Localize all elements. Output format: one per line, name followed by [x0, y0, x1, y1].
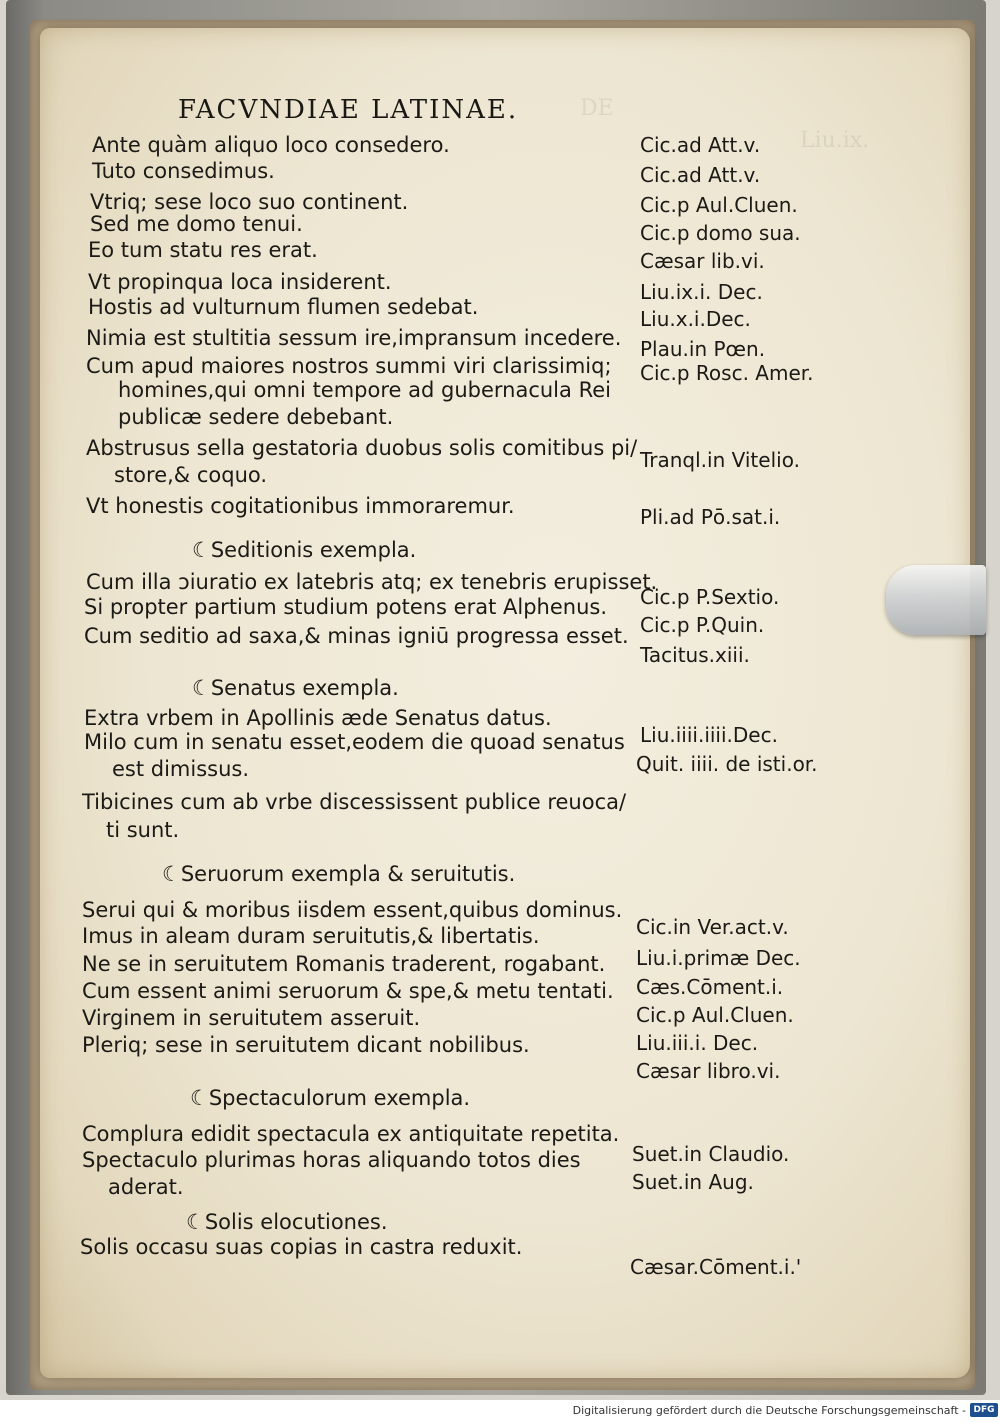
funding-notice: Digitalisierung gefördert durch die Deutsche Forschungsgemeinschaft - [572, 1404, 966, 1417]
section-heading: ☾Seruorum exempla & seruitutis. [162, 862, 516, 886]
citation: Cic.ad Att.v. [640, 163, 761, 187]
text-line: Ne se in seruitutem Romanis traderent, rogabant. [82, 952, 606, 976]
citation: Cæsar lib.vi. [640, 249, 765, 273]
citation: Cæsar libro.vi. [636, 1059, 781, 1083]
citation: Cic.p P.Quin. [640, 613, 765, 637]
text-line: Serui qui & moribus iisdem essent,quibus dominus. [82, 898, 623, 922]
text-line: Pleriq; sese in seruitutem dicant nobilibus. [82, 1033, 530, 1057]
text-line: Spectaculo plurimas horas aliquando totos dies [82, 1148, 581, 1172]
citation: Liu.i.primæ Dec. [636, 946, 801, 970]
citation: Liu.iii.i. Dec. [636, 1031, 759, 1055]
text-line: Cum illa ɔiuratio ex latebris atq; ex tenebris erupisset. [86, 570, 658, 594]
text-line: est dimissus. [112, 757, 250, 781]
text-line: publicæ sedere debebant. [118, 405, 394, 429]
text-line: Milo cum in senatu esset,eodem die quoad senatus [84, 730, 625, 754]
citation: Tranql.in Vitelio. [640, 448, 800, 472]
citation: Cæs.Cōment.i. [636, 975, 784, 999]
text-line: Vt propinqua loca insiderent. [88, 270, 392, 294]
text-line: Tuto consedimus. [92, 159, 275, 183]
citation: Suet.in Claudio. [632, 1142, 790, 1166]
footer-bar [0, 1400, 1000, 1422]
text-line: Tibicines cum ab vrbe discessissent publice reuoca/ [82, 790, 627, 814]
text-line: Eo tum statu res erat. [88, 238, 318, 262]
section-heading: ☾Spectaculorum exempla. [190, 1086, 471, 1110]
text-line: Hostis ad vulturnum flumen sedebat. [88, 295, 479, 319]
citation: Cic.ad Att.v. [640, 133, 761, 157]
citation: Pli.ad Pō.sat.i. [640, 505, 781, 529]
citation: Cic.p Aul.Cluen. [636, 1003, 794, 1027]
text-line: ti sunt. [106, 818, 180, 842]
page-clip [886, 565, 986, 635]
text-line: homines,qui omni tempore ad gubernacula Rei [118, 378, 611, 402]
section-heading: ☾Solis elocutiones. [186, 1210, 388, 1234]
text-line: Nimia est stultitia sessum ire,impransum incedere. [86, 326, 622, 350]
text-line: store,& coquo. [114, 463, 268, 487]
citation: Cic.p domo sua. [640, 221, 801, 245]
dfg-logo: DFG [970, 1403, 998, 1417]
text-line: Si propter partium studium potens erat Alphenus. [84, 595, 608, 619]
text-line: aderat. [108, 1175, 184, 1199]
citation: Liu.x.i.Dec. [640, 307, 751, 331]
text-line: Vt honestis cogitationibus immoraremur. [86, 494, 515, 518]
citation: Suet.in Aug. [632, 1170, 754, 1194]
section-heading: ☾Senatus exempla. [192, 676, 399, 700]
citation: Liu.ix.i. Dec. [640, 280, 763, 304]
text-line: Sed me domo tenui. [90, 212, 303, 236]
text-line: Ante quàm aliquo loco consedero. [92, 133, 450, 157]
bleed-through: Liu.ix. [800, 128, 870, 153]
text-line: Cum apud maiores nostros summi viri clarissimiq; [86, 354, 612, 378]
text-line: Vtriq; sese loco suo continent. [90, 190, 409, 214]
text-line: Solis occasu suas copias in castra reduxit. [80, 1235, 523, 1259]
text-line: Imus in aleam duram seruitutis,& libertatis. [82, 924, 540, 948]
citation: Cic.p P.Sextio. [640, 585, 780, 609]
bleed-through: DE [580, 96, 614, 121]
citation: Cic.p Aul.Cluen. [640, 193, 798, 217]
citation: Plau.in Pœn. [640, 337, 766, 361]
citation: Cic.in Ver.act.v. [636, 915, 789, 939]
section-heading: ☾Seditionis exempla. [192, 538, 417, 562]
citation: Tacitus.xiii. [640, 643, 750, 667]
citation: Quit. iiii. de isti.or. [636, 752, 818, 776]
citation: Cæsar.Cōment.i.' [630, 1255, 802, 1279]
text-line: Extra vrbem in Apollinis æde Senatus datus. [84, 706, 552, 730]
text-line: Abstrusus sella gestatoria duobus solis comitibus pi/ [86, 436, 638, 460]
citation: Cic.p Rosc. Amer. [640, 361, 814, 385]
text-line: Cum seditio ad saxa,& minas igniū progressa esset. [84, 624, 629, 648]
text-line: Virginem in seruitutem asseruit. [82, 1006, 421, 1030]
page-header: FACVNDIAE LATINAE. [178, 95, 519, 125]
text-line: Complura edidit spectacula ex antiquitate repetita. [82, 1122, 620, 1146]
citation: Liu.iiii.iiii.Dec. [640, 723, 778, 747]
text-line: Cum essent animi seruorum & spe,& metu tentati. [82, 979, 614, 1003]
